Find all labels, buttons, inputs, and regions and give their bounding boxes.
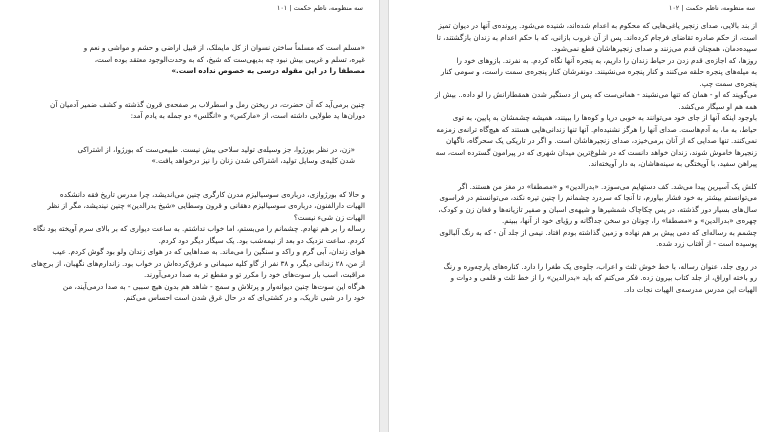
- text-line: زنجیرها خاموش شوند، زندان خواهد دانست که در شلوغ‌ترین میدان شهری که در پیرامون گسترده است، سه: [435, 147, 757, 157]
- text-line: رساله را بر هم نهادم. چشمانم را می‌بستم، اما خواب نداشتم. به ساعت دیواری که بر بالای سرم آویخته بود نگاه: [33, 224, 365, 233]
- right-page-text: [403, 20, 757, 432]
- text-line: رو باخته اوراق، از جلد کتاب بیرون زده. فکر می‌کنم که باید «بدرالدین» را از خط ثلث و قلمی و دوات و: [450, 273, 757, 282]
- text-line: خود را در شبی تاریک، و در کشتی‌ای که در حال غرق شدن است احساس می‌کنم.: [123, 293, 365, 302]
- text-line: مراقبت، اسب بار سوت‌های خود را مکرر تو و مقطع تر به صدا درمی‌آورند.: [143, 270, 365, 279]
- right-page: [389, 0, 771, 432]
- text-line: کلش یک آسپرین پیدا می‌شد. کف دستهایم می‌سوزد. «بدرالدین» و «مصطفا» در مغز من هستند. اگر: [457, 181, 757, 191]
- text-line: چشمم به رساله‌ای که دمی پیش بر هم نهاده و زمین گذاشته بودم افتاد. نیمی از جلد آن - که به رنگ آلبالوی: [439, 227, 757, 237]
- text-line: کردم. ساعت نزدیک دو بعد از نیمه‌شب بود. یک سیگار دیگر دود کردم.: [158, 235, 365, 245]
- right-paragraph-1: [403, 20, 757, 170]
- text-line: چهره‌ی «بدرالدین» و «مصطفا» را، چونان دو سخن جداگانه و رؤیای خود از آنها، ببینم.: [502, 216, 757, 225]
- text-line: پیراهن سفید، با آویختگی به سینه‌هاشان، به دار آویخته‌اند.: [588, 159, 757, 168]
- left-page: [0, 0, 379, 432]
- text-line: شدن کلیه‌ی وسایل تولید، اشتراکی شدن زنان را نیز درخواهد یافت.»: [151, 156, 355, 165]
- left-page-text: [14, 20, 365, 432]
- right-page-header: سه منظومه، ناظم حکمت | ۱۰۲: [668, 4, 755, 12]
- text-line: غیره، تسلم و غریبی بیش نبود چه بدیهی‌ست که شیخ، که به وحدت‌الوجود معتقد بوده است،: [94, 54, 365, 64]
- text-line: نمی‌کنند. تنها صدایی که از آنان برمی‌خیزد، صدای زنجیرهاشان است. و اگر در تاریکی یک سحرگاه، ناگهان: [445, 136, 757, 145]
- text-line: از بند بالایی، صدای زنجیر یاغی‌هایی که محکوم به اعدام شده‌اند، شنیده می‌شود. پرونده‌ی آنها در دیوان تمیز: [438, 21, 757, 30]
- right-paragraph-2: [403, 181, 757, 250]
- text-line: هوای زندان، آبی گرم و راکد و سنگین را می‌ماند. به صداهایی که در هوای زندان ولو بود گوش کردم. عیب: [52, 247, 365, 256]
- left-page-header: سه منظومه، ناظم حکمت | ۱۰۱: [276, 4, 363, 12]
- text-line: سال‌های بسیار دور گذشته، در پس چکاچاک شمشیرها و شیهه‌ی اسبان و صفیر تازیانه‌ها و فغان زن و کودک،: [438, 204, 757, 214]
- text-line: «زن، در نظر بورژوا، جز وسیله‌ی تولید سلاحی بیش نیست. طبیعی‌ست که بورژوا، از اشتراکی: [77, 144, 355, 154]
- text-line: دوران‌ها ید طولایی داشته است، از «مارکس» و «انگلس» دو جمله به یادم آمد:: [130, 111, 365, 120]
- text-line: می‌توانستم بیشتر به خود فشار بیاورم، تا آنجا که سردرد چشمانم را چنین تیره نکند، می‌توانستم در فراسوی: [439, 193, 757, 202]
- right-paragraph-3: [403, 261, 757, 296]
- text-line: همه هم او سیگار می‌کشد.: [678, 101, 757, 111]
- text-line: است، از حکم صادره تقاضای فرجام کرده‌اند. پس از آن غروب بازانی، که با حکم اعدام به زندان بازگشتند، تا: [436, 32, 757, 42]
- text-line: و حالا که بورژوازی، درباره‌ی سوسیالیزم مدرن کارگری چنین می‌اندیشد، چرا مدرس تاریخ فقه دانشکده: [59, 189, 365, 199]
- text-line: الهیات این مدرس مدرسه‌ی الهیات نجات داد.: [623, 284, 757, 294]
- text-line: پوسیده است - از آفتاب زرد شده.: [656, 239, 757, 248]
- page-gutter: [379, 0, 389, 432]
- text-line: حیاط، به ما، به آدم‌هاست. صدای آنها را هرگز نشنیده‌ام. آنها تنها زندانی‌هایی هستند که هیچ‌گاه ترانه‌ی زمزمه: [436, 124, 757, 134]
- text-line: هرگاه این سوت‌ها چنین دیوانه‌وار و پرتلاش و سمج - شاهد هم بدون هیچ سببی - به صدا درمی‌آیند، من: [62, 281, 365, 291]
- text-line: باوجود اینکه آنها از جای خود می‌توانند به خوبی دریا و کوه‌ها را ببینند، همیشه چشمشان به پایین، به توی: [452, 113, 757, 122]
- text-line: به میله‌های پنجره حلقه می‌کنند و کنار پنجره می‌نشینند. دونفرشان کنار پنجره‌ی سمت راست، و سومی کنار: [440, 67, 757, 76]
- text-line: می‌گویند که او - همان که تنها می‌نشیند - همانی‌ست که پس از دستگیر شدن همقطارانش را لو داده.. بیش از: [434, 90, 757, 99]
- text-line: روزها، که اجازه‌ی قدم زدن در حیاط زندان را داریم، به پنجره آنها نگاه کردم. به نفرند. بازوهای خود را: [456, 55, 757, 65]
- text-line: «مسلم است که مسلماً ساختن نسوان از کل مایملک، از قبیل اراضی و حشم و مواشی و نعم و: [83, 43, 365, 52]
- text-line: الهیات دارالفنون، درباره‌ی سوسیالیزم دهقانی و قرون وسطایی «شیخ بدرالدین» چنین نیندیشد، مگر از نظر: [47, 201, 365, 210]
- left-paragraph-3: [14, 189, 365, 304]
- left-paragraph-1: [14, 42, 365, 77]
- left-quote: [14, 144, 365, 167]
- left-paragraph-2: [14, 99, 365, 122]
- text-line: در روی جلد، عنوان رساله، با خط خوش ثلث و اعراب، جلوه‌ی یک طغرا را دارد. کناره‌های پارچه‌وره و رنگ: [443, 261, 757, 271]
- text-line: پنجره‌ی سمت چپ.: [699, 78, 757, 88]
- text-line: الهیات زن شیء نیست؟: [293, 212, 365, 222]
- text-line: از من، ۲۸ زندانی دیگر، و ۳۸ نفر از گاو کلیه سیمانی و عرق‌کرده‌اش در خواب بود. زاندارم‌های نگهبان، از برج‌های: [31, 258, 365, 268]
- text-line: سپیده‌دمان، همچنان قدم می‌زنند و صدای زنجیرهاشان قطع نمی‌شود.: [551, 44, 757, 53]
- text-line: چنین برمی‌آید که آن حضرت، در ریختن رمل و اسطرلاب بر صفحه‌ی قرون گذشته و کشف ضمیر آدمیان آن: [50, 99, 365, 109]
- text-line: مصطفا را در این مقوله درسی به خصوص نداده است.»: [171, 66, 365, 75]
